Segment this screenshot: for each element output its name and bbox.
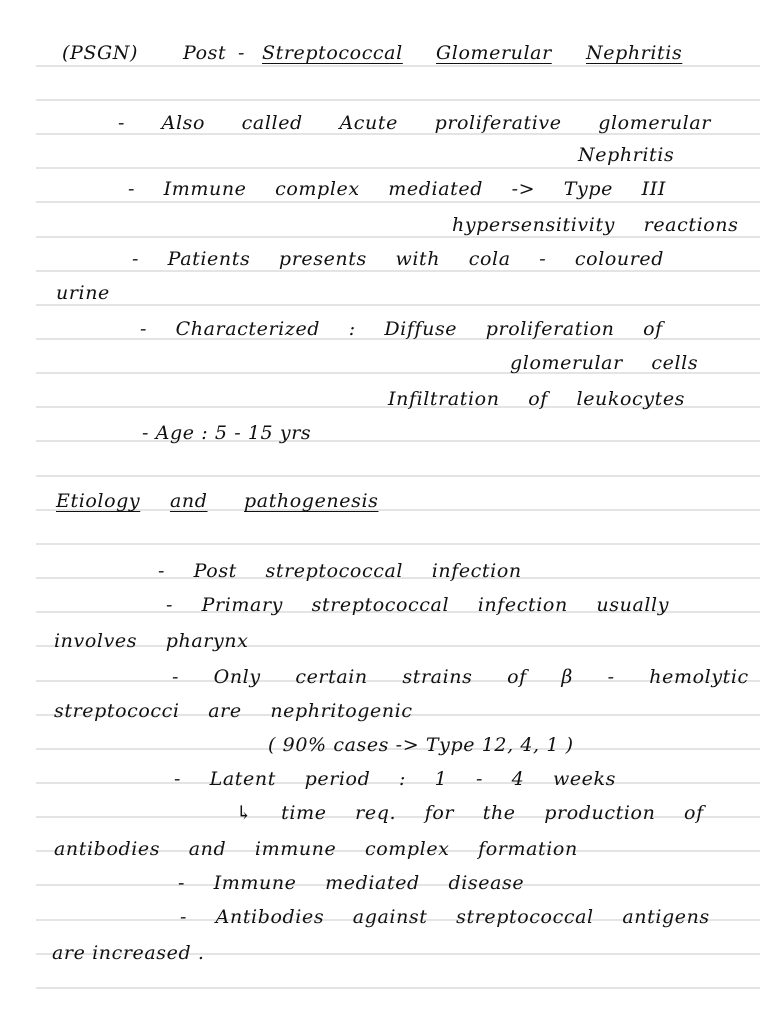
note-line-latent-period: - Latent period : 1 - 4 weeks [174,768,616,790]
note-line-immune-mediated-disease: - Immune mediated disease [178,872,525,894]
note-line-patients-presents: - Patients presents with cola - coloured [132,248,665,270]
title-word-post: Post [183,42,227,64]
title-word-glomerular: Glomerular [436,42,552,64]
note-line-hypersensitivity: hypersensitivity reactions [452,214,739,236]
title-separator: - [238,42,246,64]
note-line-type-cases: ( 90% cases -> Type 12, 4, 1 ) [268,734,574,756]
note-line-streptococci-nephritogenic: streptococci are nephritogenic [54,700,413,722]
heading-and: and [170,490,208,512]
note-line-are-increased: are increased . [52,942,205,964]
note-line-glomerular-cells: glomerular cells [510,352,699,374]
title-abbreviation: (PSGN) [62,42,139,64]
heading-pathogenesis: pathogenesis [244,490,379,512]
note-line-antibodies-immune-complex: antibodies and immune complex formation [54,838,578,860]
heading-etiology: Etiology [56,490,141,512]
note-line-involves-pharynx: involves pharynx [54,630,249,652]
note-line-immune-complex: - Immune complex mediated -> Type III [128,178,666,200]
note-line-time-required: ↳ time req. for the production of [236,802,704,824]
note-line-nephritis: Nephritis [578,144,675,166]
title-word-streptococcal: Streptococcal [262,42,403,64]
note-line-antibodies-against: - Antibodies against streptococcal antigens [180,906,710,928]
title-word-nephritis: Nephritis [586,42,683,64]
note-line-age: - Age : 5 - 15 yrs [142,422,312,444]
note-line-characterized: - Characterized : Diffuse proliferation of [140,318,663,340]
note-line-urine: urine [56,282,110,304]
note-line-infiltration: Infiltration of leukocytes [388,388,686,410]
note-line-also-called: - Also called Acute proliferative glomerular [118,112,711,134]
note-line-primary-infection: - Primary streptococcal infection usually [166,594,670,616]
note-line-post-streptococcal-infection: - Post streptococcal infection [158,560,522,582]
note-line-only-certain-strains: - Only certain strains of β - hemolytic [172,666,749,688]
